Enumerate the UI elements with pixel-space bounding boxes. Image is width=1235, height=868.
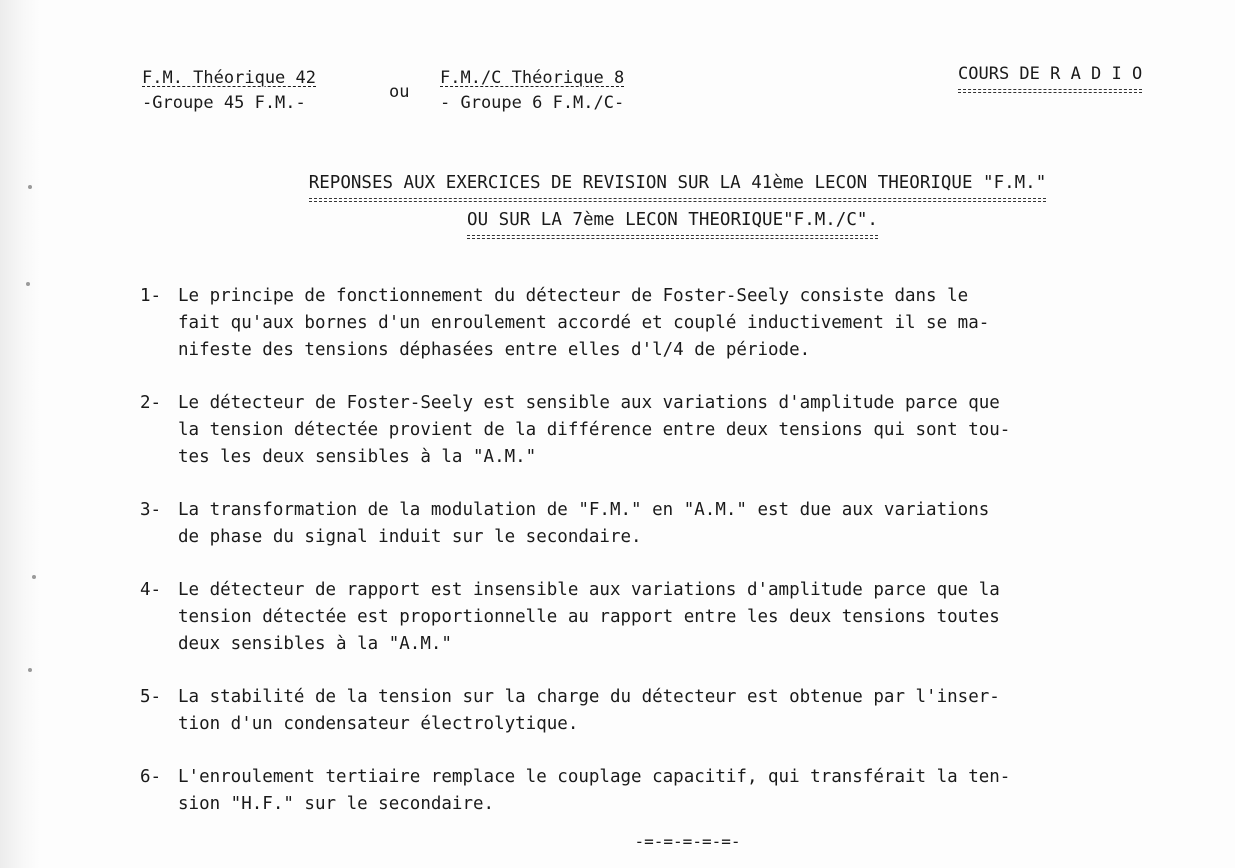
scan-speck (28, 668, 32, 672)
course-heading (958, 62, 1142, 90)
answer-text: La stabilité de la tension sur la charge du détecteur est obtenue par l'inser- tion d'un condensateur électrolytique. (178, 687, 1000, 734)
answer-number: 3- (140, 500, 162, 520)
answer-item (140, 764, 1220, 818)
answer-item (140, 283, 1220, 364)
answer-item (140, 577, 1220, 658)
scan-edge-shadow (0, 0, 40, 868)
answer-number: 1- (140, 286, 162, 306)
document-title-line1 (0, 170, 1235, 199)
header-mid-line1: F.M./C Théorique 8 (440, 68, 625, 88)
end-mark: -=-=-=-=-=- (634, 832, 741, 851)
course-heading-text: COURS DE R A D I O (958, 62, 1142, 90)
answer-text: Le détecteur de rapport est insensible aux variations d'amplitude parce que la tension détectée est proportionnelle au rapport entre les deux tensions toutes deux sensibles à la "A.M." (178, 580, 1000, 654)
answer-text: Le détecteur de Foster-Seely est sensible aux variations d'amplitude parce que la tension détectée provient de la différence entre deux tensions qui sont tou- tes les deux sensibles à la "A.M." (178, 393, 1011, 467)
header-separator: ou (389, 82, 410, 102)
answer-number: 2- (140, 393, 162, 413)
answer-text: La transformation de la modulation de "F.M." en "A.M." est due aux variations de phase du signal induit sur le secondaire. (178, 500, 990, 547)
answer-item (140, 684, 1220, 738)
answers-list (140, 283, 1220, 844)
header-mid-line2: - Groupe 6 F.M./C- (440, 93, 625, 113)
answer-item (140, 497, 1220, 551)
answer-number: 4- (140, 580, 162, 600)
header-left-line1: F.M. Théorique 42 (142, 68, 316, 88)
answer-item (140, 390, 1220, 471)
document-title-line1-text: REPONSES AUX EXERCICES DE REVISION SUR LA 41ème LECON THEORIQUE "F.M." (309, 170, 1047, 199)
header-mid-block (440, 66, 624, 116)
scan-speck (32, 575, 36, 579)
document-title-line2 (0, 207, 1235, 236)
document-title-line2-text: OU SUR LA 7ème LECON THEORIQUE"F.M./C". (467, 207, 878, 236)
answer-number: 6- (140, 767, 162, 787)
answer-text: L'enroulement tertiaire remplace le couplage capacitif, qui transférait la ten- sion "H.F." sur le secondaire. (178, 767, 1011, 814)
header-left-line2: -Groupe 45 F.M.- (142, 93, 306, 113)
answer-text: Le principe de fonctionnement du détecteur de Foster-Seely consiste dans le fait qu'aux bornes d'un enroulement accordé et couplé inductivement il se ma- nifeste des tensions déphasées entre elles d'l/4 de période. (178, 286, 990, 360)
answer-number: 5- (140, 687, 162, 707)
scan-speck (26, 282, 30, 286)
header-left-block (142, 66, 316, 116)
